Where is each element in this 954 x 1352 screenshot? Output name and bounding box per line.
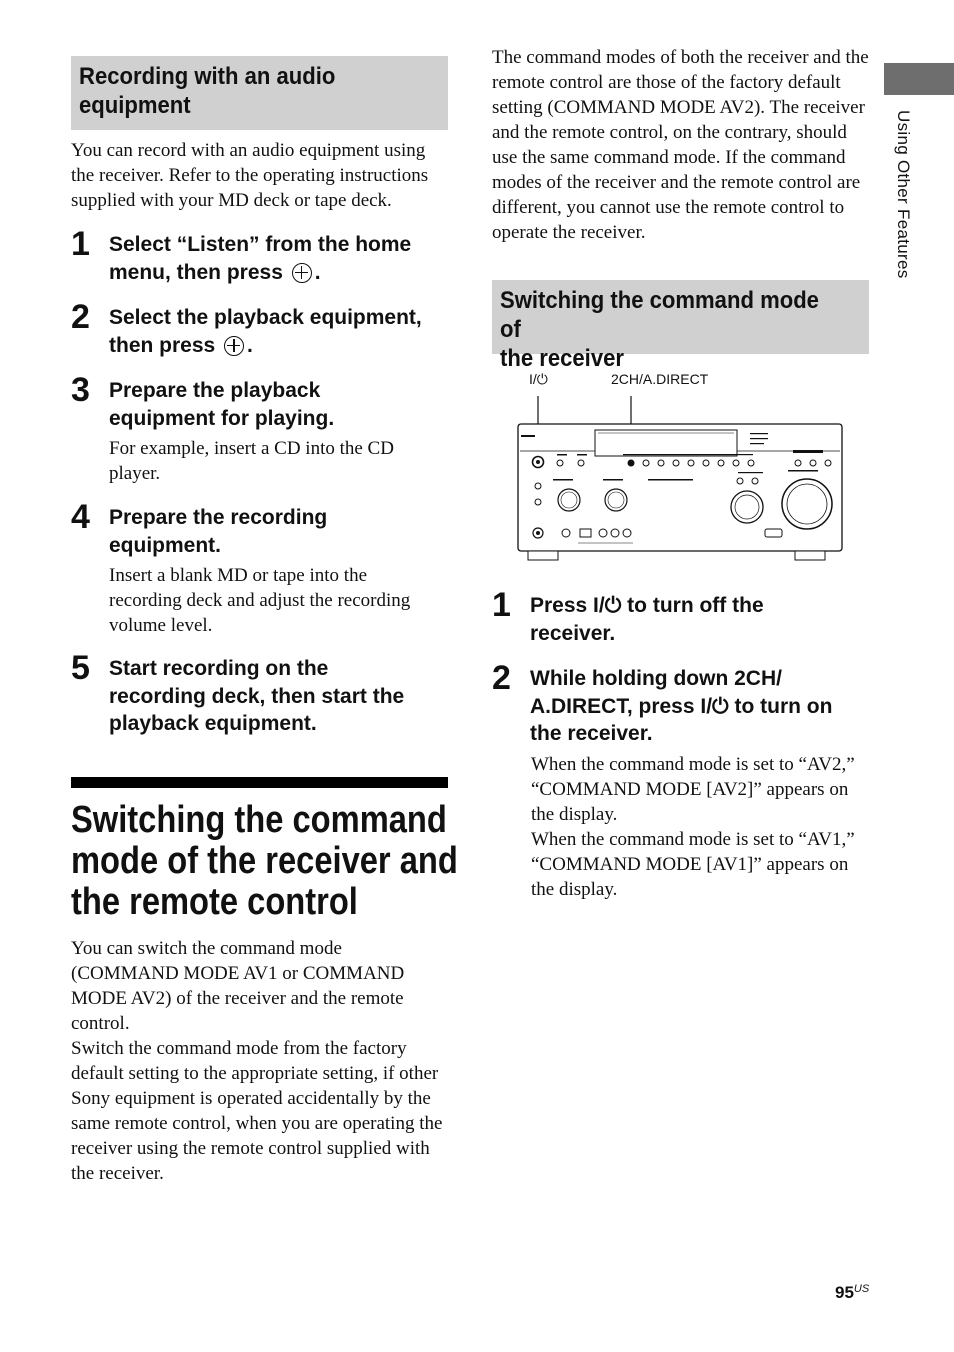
step-text: While holding down 2CH/ — [530, 667, 782, 690]
recording-step-1 — [71, 225, 461, 291]
section-paragraph-1: You can switch the command mode (COMMAND MODE AV1 or COMMAND MODE AV2) of the receiver and the remote control. — [71, 938, 405, 1034]
step-text: Press I/⏻ to turn off the — [530, 594, 764, 617]
step-number: 2 — [492, 659, 511, 697]
button — [810, 460, 816, 466]
section-paragraph-2: Switch the command mode from the factory default setting to the appropriate setting, if other Sony equipment is operated accidentally by the same remote control, when you are operating the receiver using the remote control supplied with the receiver. — [71, 1038, 443, 1184]
jack — [611, 529, 619, 537]
recording-step-4 — [71, 498, 461, 564]
button — [535, 483, 541, 489]
section-title-line3: the remote control — [71, 881, 358, 923]
page-number-suffix: US — [853, 1283, 870, 1295]
page-number — [835, 1283, 869, 1303]
jack — [599, 529, 607, 537]
step-number: 5 — [71, 649, 90, 687]
jack — [623, 529, 631, 537]
button — [658, 460, 664, 466]
2ch-adirect-button — [628, 460, 634, 466]
step-text: Select “Listen” from the home — [109, 233, 412, 256]
button — [578, 460, 584, 466]
button — [748, 460, 754, 466]
step-text: recording deck, then start the — [109, 684, 405, 708]
button — [643, 460, 649, 466]
step-text: then press — [109, 333, 216, 357]
2ch-adirect-label: 2CH/A.DIRECT — [611, 371, 709, 387]
step-text: equipment for playing. — [109, 406, 335, 430]
recording-step-2 — [71, 298, 461, 364]
step-text: Prepare the playback — [109, 379, 321, 402]
recording-step-3 — [71, 371, 461, 437]
step-2-note-av2: When the command mode is set to “AV2,” “COMMAND MODE [AV2]” appears on the display. — [531, 754, 855, 825]
button — [673, 460, 679, 466]
section-title — [71, 777, 458, 923]
hdmi-port — [765, 529, 782, 537]
page-number-value: 95 — [835, 1283, 854, 1302]
step-text: Select the playback equipment, — [109, 306, 422, 329]
receiver-step-2 — [492, 659, 882, 750]
input-selector-knob — [731, 491, 763, 523]
recording-step-5 — [71, 649, 461, 740]
step-text: menu, then press — [109, 260, 283, 284]
usb-port — [580, 529, 591, 537]
step-number: 1 — [492, 586, 511, 624]
button — [718, 460, 724, 466]
receiver-mode-heading — [492, 280, 869, 372]
button — [733, 460, 739, 466]
step-text: receiver. — [530, 621, 616, 645]
receiver-step-1 — [492, 586, 882, 652]
power-button-label: I/⏻ — [529, 371, 548, 387]
button — [688, 460, 694, 466]
enter-button-icon — [224, 336, 244, 356]
display-window — [595, 430, 737, 456]
button — [535, 499, 541, 505]
step-text: playback equipment. — [109, 712, 317, 735]
side-section-label: Using Other Features — [894, 110, 913, 279]
step-number: 2 — [71, 298, 90, 336]
receiver-foot-left — [528, 551, 558, 560]
button — [752, 478, 758, 484]
master-volume-knob — [782, 479, 832, 529]
recording-intro: You can record with an audio equipment using the receiver. Refer to the operating instructions supplied with your MD deck or tape deck. — [71, 140, 429, 211]
recording-heading — [71, 56, 448, 130]
step-text: the receiver. — [530, 722, 653, 745]
step-number: 3 — [71, 371, 90, 409]
step-number: 4 — [71, 498, 90, 536]
step-4-note: Insert a blank MD or tape into the recording deck and adjust the recording volume level. — [109, 565, 411, 636]
jack — [562, 529, 570, 537]
step-3-note: For example, insert a CD into the CD player. — [109, 438, 394, 484]
section-title-line1: Switching the command — [71, 799, 447, 841]
step-text: equipment. — [109, 533, 222, 557]
button — [703, 460, 709, 466]
section-title-line2: mode of the receiver and — [71, 840, 458, 882]
step-number: 1 — [71, 225, 90, 263]
button — [737, 478, 743, 484]
receiver-foot-right — [795, 551, 825, 560]
recording-heading-line2: equipment — [79, 92, 191, 119]
button — [557, 460, 563, 466]
recording-heading-line1: Recording with an audio — [79, 63, 336, 90]
receiver-front-panel-illustration — [508, 390, 853, 565]
step-period: . — [247, 333, 253, 357]
section-tab-marker — [884, 63, 954, 95]
receiver-mode-heading-line1: Switching the command mode of — [500, 287, 819, 343]
step-period: . — [314, 260, 321, 284]
step-2-note-av1: When the command mode is set to “AV1,” “COMMAND MODE [AV1]” appears on the display. — [531, 829, 855, 900]
button — [825, 460, 831, 466]
command-mode-intro: The command modes of both the receiver and the remote control are those of the factory default setting (COMMAND MODE AV2). The receiver and the remote control, on the contrary, should use the same command mode. If the command modes of the receiver and the remote control are different, you cannot use the remote control to operate the receiver. — [492, 47, 869, 243]
receiver-mode-heading-line2: the receiver — [500, 345, 624, 372]
step-text: Start recording on the — [109, 657, 329, 680]
step-text: A.DIRECT, press I/⏻ to turn on — [530, 694, 833, 718]
step-text: Prepare the recording — [109, 506, 328, 529]
button — [795, 460, 801, 466]
enter-button-icon — [292, 263, 312, 283]
